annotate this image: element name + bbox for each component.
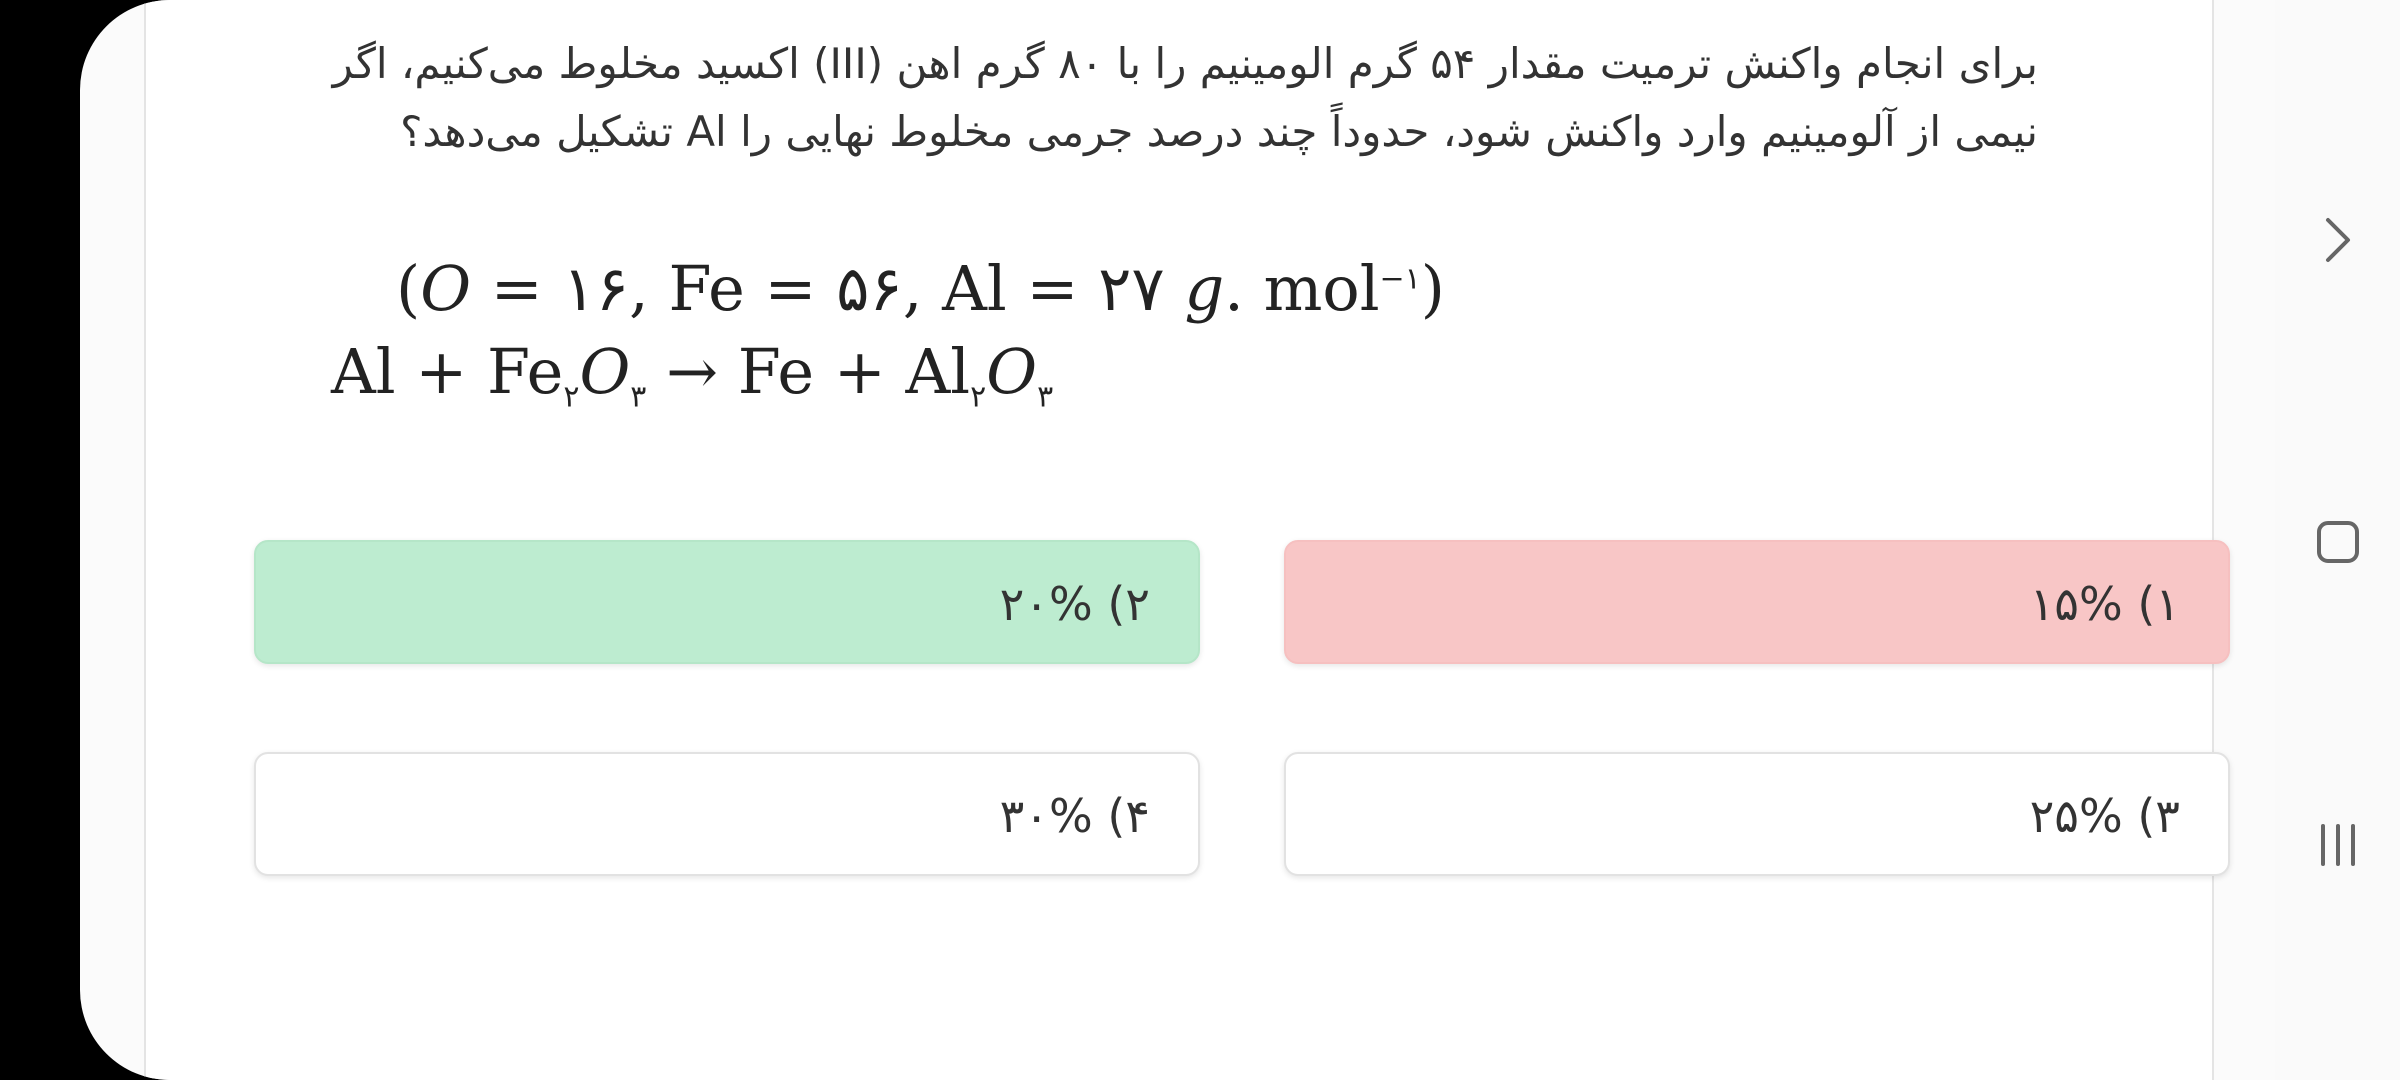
- unit-exponent: −۱: [1379, 261, 1421, 297]
- subscript-o: ۳: [1037, 379, 1054, 415]
- paren-open: (: [396, 252, 421, 325]
- aluminium-symbol: Al: [942, 252, 1007, 325]
- home-square-icon: [2313, 517, 2363, 567]
- option-1-button[interactable]: ۱) ۱۵%: [1284, 540, 2230, 664]
- reactant-o: O: [579, 335, 631, 408]
- unit-gram: g: [1184, 252, 1225, 325]
- iron-mass: = ۵۶,: [744, 252, 943, 325]
- unit-mol: . mol: [1224, 252, 1380, 325]
- plus-sign: +: [395, 335, 487, 408]
- content-card: [80, 0, 2275, 1080]
- option-4-button[interactable]: ۴) ۳۰%: [254, 752, 1200, 876]
- reaction-arrow: →: [646, 335, 738, 408]
- recents-button[interactable]: [2275, 805, 2400, 885]
- reaction-equation: [331, 335, 1053, 414]
- reactant-al: Al: [331, 335, 396, 408]
- product-fe: Fe: [737, 335, 815, 408]
- iron-symbol: Fe: [668, 252, 745, 325]
- oxygen-mass: = ۱۶,: [471, 252, 669, 325]
- paren-close: ): [1420, 252, 1445, 325]
- recents-bars-icon: [2313, 820, 2363, 870]
- subscript-al: ۲: [970, 379, 987, 415]
- forward-button[interactable]: [2275, 200, 2400, 280]
- home-button[interactable]: [2275, 502, 2400, 582]
- option-2-button[interactable]: ۲) ۲۰%: [254, 540, 1200, 664]
- question-text: برای انجام واکنش ترمیت مقدار ۵۴ گرم الومینیم را با ۸۰ گرم اهن (III) اکسید مخلوط می‌کنیم، اگر نیمی از آلومینیم وارد واکنش شود، حدوداً چند درصد جرمی مخلوط نهایی را Al تشکیل می‌دهد؟: [332, 39, 2038, 156]
- aluminium-mass: = ۲۷: [1006, 252, 1185, 325]
- atomic-masses-formula: [396, 252, 1445, 325]
- oxygen-symbol: O: [420, 252, 472, 325]
- product-al: Al: [905, 335, 971, 408]
- subscript-o: ۳: [630, 379, 647, 415]
- option-3-button[interactable]: ۳) ۲۵%: [1284, 752, 2230, 876]
- subscript-fe: ۲: [563, 379, 580, 415]
- product-o: O: [986, 335, 1038, 408]
- system-navigation-bar: [2275, 0, 2400, 1080]
- reactant-fe: Fe: [486, 335, 564, 408]
- plus-sign: +: [814, 335, 906, 408]
- question-panel: [144, 0, 2214, 1080]
- chevron-right-icon: [2318, 210, 2358, 270]
